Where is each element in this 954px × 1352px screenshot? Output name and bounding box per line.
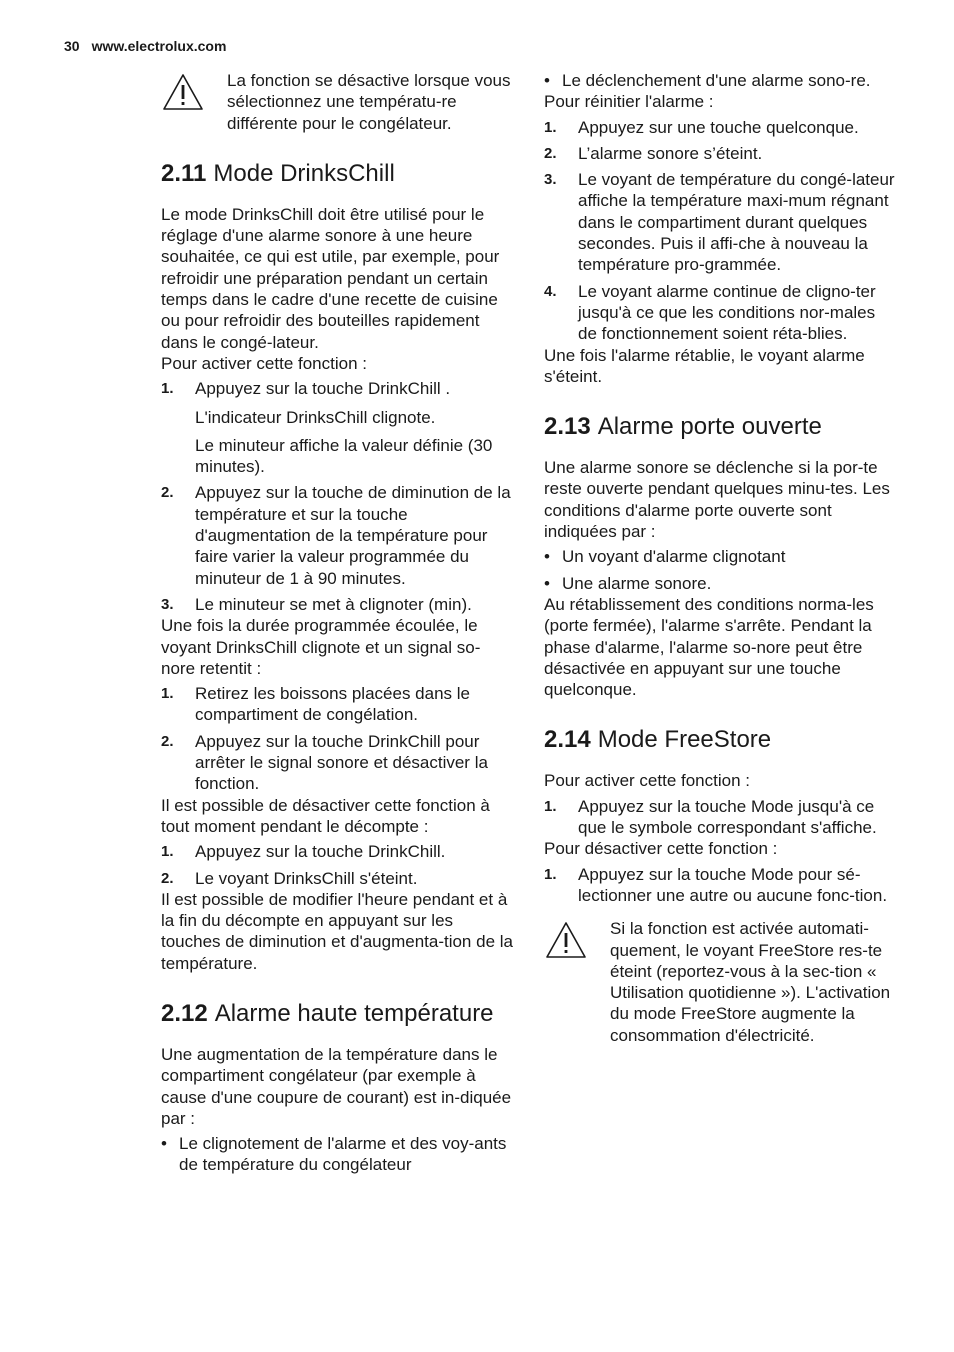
section-number: 2.11 [161, 159, 207, 187]
section-title: Alarme porte ouverte [597, 413, 822, 441]
s214-deact: Pour désactiver cette fonction : [544, 839, 778, 859]
list-item: • Une alarme sonore. [544, 573, 712, 593]
s211-modify: Il est possible de modifier l'heure pendant et à la fin du décompte en appuyant sur les touches de diminution et d'augmenta-tion de la température. [161, 889, 513, 973]
warning-text-freestore: Si la fonction est activée automati-quement, le voyant FreeStore res-te éteint (reportez-vous à la sec-tion « Utilisation quotidienne »). L'activation du mode FreeStore augmente la consommation d'électricité. [610, 919, 891, 1045]
section-2-13-heading [544, 412, 896, 442]
list-item: 2. Le voyant DrinksChill s'éteint. [161, 868, 418, 888]
section-2-14-heading [544, 725, 896, 755]
s213-after: Au rétablissement des conditions norma-les (porte fermée), l'alarme s'arrête. Pendant la phase d'alarme, l'alarme so-nore peut être désactivée en appuyant sur une touche quelconque. [544, 594, 874, 700]
warning-text-top: La fonction se désactive lorsque vous sélectionnez une températu-re différente pour le congélateur. [227, 71, 511, 133]
list-item: • Le clignotement de l'alarme et des voy-ants de température du congélateur [161, 1134, 507, 1175]
s211-after: Une fois la durée programmée écoulée, le voyant DrinksChill clignote et un signal so-nore retentit : [161, 616, 481, 678]
warning-triangle-icon [161, 72, 205, 112]
list-item: 1. Appuyez sur la touche Mode pour sé-lectionner une autre ou aucune fonc-tion. [544, 864, 888, 905]
s212-reset-steps [544, 117, 896, 345]
s211-deact: Il est possible de désactiver cette fonction à tout moment pendant le décompte : [161, 795, 490, 836]
section-number: 2.14 [544, 726, 591, 754]
list-item: 3. Le voyant de température du congé-lateur affiche la température maxi-mum régnant dans le compartiment durant quelques secondes. Puis il affi-che à nouveau la température pro-grammée. [544, 170, 895, 275]
section-number: 2.12 [161, 999, 208, 1027]
s212-bullets-right [544, 70, 896, 91]
list-item: • Un voyant d'alarme clignotant [544, 547, 786, 567]
section-title: Mode DrinksChill [213, 159, 395, 187]
s211-activate-steps [161, 378, 513, 615]
page-header [64, 38, 226, 54]
s214-deact-steps [544, 864, 896, 907]
s212-reset: Pour réinitier l'alarme : [544, 92, 714, 112]
list-item: 1. Appuyez sur la touche Mode jusqu'à ce que le symbole correspondant s'affiche. [544, 796, 877, 838]
list-item: 2. Appuyez sur la touche DrinkChill pour arrêter le signal sonore et désactiver la fonction. [161, 731, 488, 794]
right-column [544, 70, 896, 1046]
s211-after-steps [161, 683, 513, 794]
section-2-12-heading [161, 999, 513, 1029]
section-title: Mode FreeStore [597, 726, 772, 754]
s212-bullets-left [161, 1133, 513, 1176]
section-2-11-heading [161, 159, 513, 189]
s214-activate: Pour activer cette fonction : [544, 771, 750, 791]
list-item: 4. Le voyant alarme continue de cligno-ter jusqu'à ce que les conditions nor-males de fonctionnement soient réta-blies. [544, 281, 876, 344]
left-column [161, 70, 513, 1176]
s213-intro: Une alarme sonore se déclenche si la por-te reste ouverte pendant quelques minu-tes. Les conditions d'alarme porte ouverte sont indiquées par : [544, 458, 890, 542]
warning-note-freestore [544, 918, 896, 1046]
s211-deact-steps [161, 841, 513, 889]
list-item: 2. Appuyez sur la touche de diminution de la température et sur la touche d'augmentation de la température pour faire varier la valeur programmée du minuteur de 1 à 90 minutes. [161, 483, 511, 588]
list-item: 1. Retirez les boissons placées dans le compartiment de congélation. [161, 684, 470, 725]
s213-bullets [544, 546, 896, 594]
s211-activate: Pour activer cette fonction : [161, 353, 367, 373]
section-title: Alarme haute température [214, 999, 494, 1027]
s212-after: Une fois l'alarme rétablie, le voyant alarme s'éteint. [544, 345, 865, 386]
site-url: www.electrolux.com [91, 38, 227, 54]
warning-triangle-icon [544, 920, 588, 960]
s211-intro: Le mode DrinksChill doit être utilisé pour le réglage d'une alarme sonore à une heure souhaitée, ce qui est utile, par exemple, pour refroidir une préparation pendant un certain temps dans le cadre d'une recette de cuisine ou pour refroidir des bouteilles rapidement dans le congé-lateur. [161, 204, 500, 352]
section-number: 2.13 [544, 413, 591, 441]
list-item: • Le déclenchement d'une alarme sono-re. [544, 71, 871, 90]
list-item: 1. Appuyez sur une touche quelconque. [544, 117, 859, 137]
s212-intro: Une augmentation de la température dans le compartiment congélateur (par exemple à cause d'une coupure de courant) est in-diquée par : [161, 1044, 512, 1128]
page-number: 30 [64, 38, 80, 54]
s214-activate-steps [544, 796, 896, 839]
warning-note-top [161, 70, 513, 134]
list-item: 2. L’alarme sonore s’éteint. [544, 143, 763, 163]
list-item: 1. Appuyez sur la touche DrinkChill . L'indicateur DrinksChill clignote. Le minuteur affiche la valeur définie (30 minutes). [161, 379, 493, 477]
list-item: 1. Appuyez sur la touche DrinkChill. [161, 842, 446, 862]
list-item: 3. Le minuteur se met à clignoter (min). [161, 594, 472, 614]
